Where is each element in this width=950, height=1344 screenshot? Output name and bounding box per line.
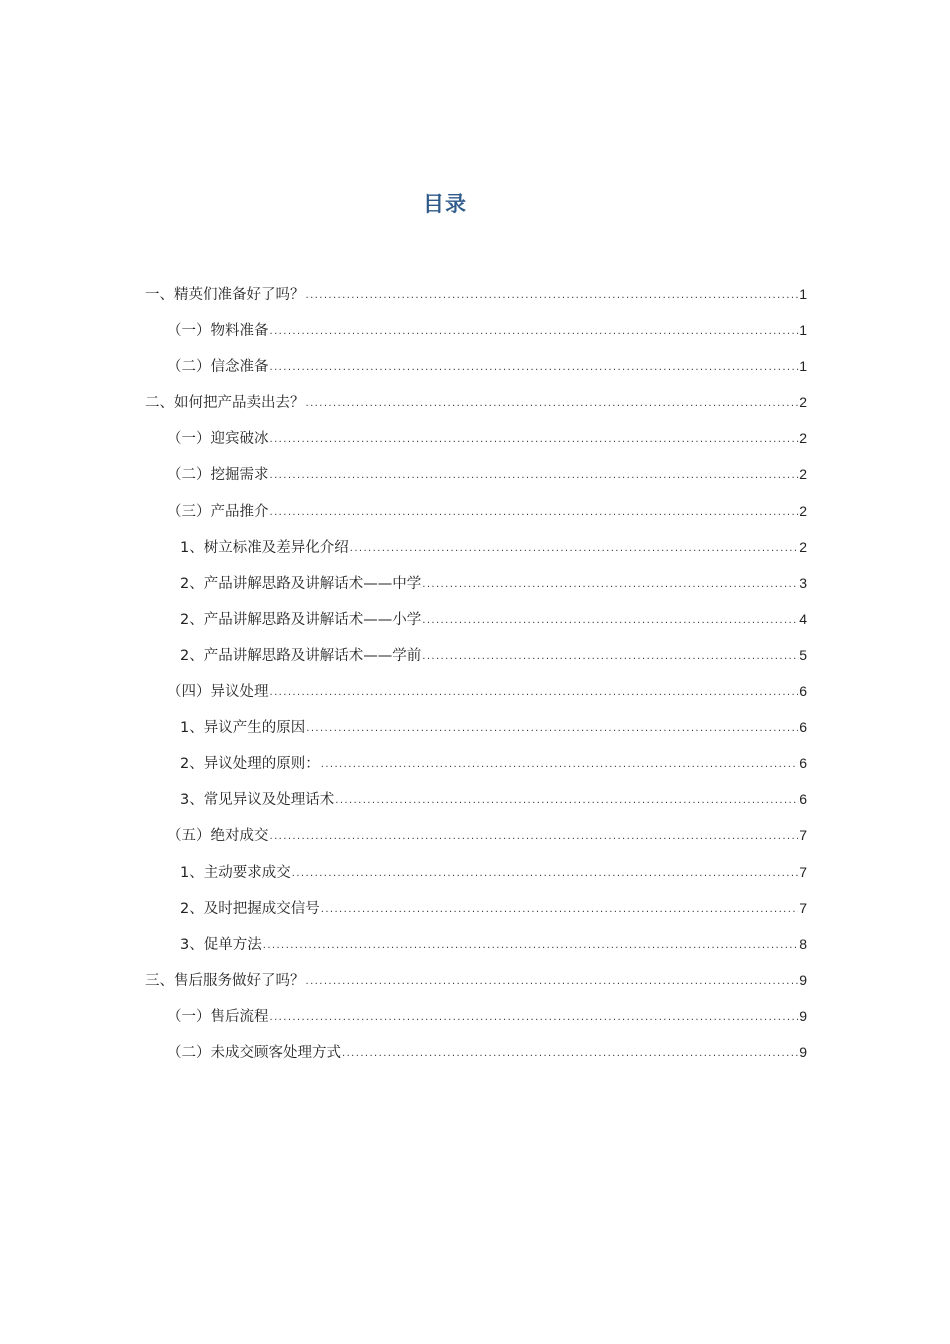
toc-page-number: 6 bbox=[799, 719, 807, 736]
toc-entry[interactable] bbox=[145, 825, 807, 861]
toc-entry[interactable] bbox=[145, 970, 807, 1006]
toc-entry[interactable] bbox=[145, 645, 807, 681]
toc-entry-text: 3、常见异议及处理话术 bbox=[180, 792, 335, 809]
toc-dot-leader bbox=[270, 322, 799, 342]
toc-entry-text: 3、促单方法 bbox=[180, 936, 262, 953]
toc-page-number: 6 bbox=[799, 755, 807, 772]
toc-entry[interactable] bbox=[145, 862, 807, 898]
toc-dot-leader bbox=[270, 1008, 799, 1028]
toc-entry-text: 1、树立标准及差异化介绍 bbox=[180, 539, 349, 556]
toc-entry-text: 2、产品讲解思路及讲解话术——学前 bbox=[180, 647, 422, 664]
toc-page-number: 8 bbox=[799, 935, 807, 952]
toc-entry-text: 三、售后服务做好了吗？ bbox=[145, 972, 305, 989]
toc-entry[interactable] bbox=[145, 1042, 807, 1078]
toc-dot-leader bbox=[422, 575, 798, 595]
toc-entry[interactable] bbox=[145, 320, 807, 356]
toc-page-number: 1 bbox=[799, 358, 807, 375]
toc-dot-leader bbox=[263, 936, 798, 956]
toc-entry-text: 1、主动要求成交 bbox=[180, 864, 291, 881]
toc-page-number: 7 bbox=[799, 863, 807, 880]
toc-entry[interactable] bbox=[145, 717, 807, 753]
toc-entry-text: 二、如何把产品卖出去？ bbox=[145, 395, 305, 412]
toc-entry-text: 1、异议产生的原因 bbox=[180, 720, 306, 737]
toc-entry[interactable] bbox=[145, 356, 807, 392]
toc-entry[interactable] bbox=[145, 753, 807, 789]
toc-entry[interactable] bbox=[145, 464, 807, 500]
toc-dot-leader bbox=[270, 466, 799, 486]
toc-dot-leader bbox=[270, 358, 799, 378]
toc-title: 目录 bbox=[423, 192, 467, 216]
toc-dot-leader bbox=[350, 539, 798, 559]
toc-entry-text: （一）迎宾破冰 bbox=[167, 431, 269, 448]
toc-entry-text: （二）信念准备 bbox=[167, 359, 269, 376]
toc-entry-text: （一）物料准备 bbox=[167, 323, 269, 340]
toc-page-number: 4 bbox=[799, 610, 807, 627]
toc-entry[interactable] bbox=[145, 537, 807, 573]
toc-entry-text: 2、产品讲解思路及讲解话术——中学 bbox=[180, 575, 422, 592]
toc-entry-text: （一）售后流程 bbox=[167, 1008, 269, 1025]
toc-entry[interactable] bbox=[145, 609, 807, 645]
toc-page-number: 9 bbox=[799, 971, 807, 988]
toc-page-number: 2 bbox=[799, 430, 807, 447]
toc-dot-leader bbox=[306, 286, 799, 306]
toc-page-number: 7 bbox=[799, 827, 807, 844]
toc-page-number: 2 bbox=[799, 502, 807, 519]
toc-page-number: 3 bbox=[799, 574, 807, 591]
toc-entry[interactable] bbox=[145, 573, 807, 609]
toc-page-number: 1 bbox=[799, 322, 807, 339]
toc-entry[interactable] bbox=[145, 501, 807, 537]
toc-dot-leader bbox=[422, 647, 798, 667]
toc-entry[interactable] bbox=[145, 898, 807, 934]
toc-dot-leader bbox=[321, 900, 798, 920]
toc-entry-text: 2、异议处理的原则： bbox=[180, 756, 320, 773]
toc-entry-text: （四）异议处理 bbox=[167, 684, 269, 701]
toc-page-number: 6 bbox=[799, 683, 807, 700]
toc-entry[interactable] bbox=[145, 789, 807, 825]
toc-entry-text: （二）未成交顾客处理方式 bbox=[167, 1044, 341, 1061]
toc-list bbox=[145, 284, 807, 1078]
toc-entry[interactable] bbox=[145, 284, 807, 320]
toc-dot-leader bbox=[306, 394, 799, 414]
toc-entry-text: 一、精英们准备好了吗？ bbox=[145, 287, 305, 303]
toc-dot-leader bbox=[270, 827, 799, 847]
toc-dot-leader bbox=[270, 503, 799, 523]
toc-entry[interactable] bbox=[145, 428, 807, 464]
toc-dot-leader bbox=[306, 972, 799, 992]
toc-entry-text: （二）挖掘需求 bbox=[167, 467, 269, 484]
toc-dot-leader bbox=[342, 1044, 798, 1064]
toc-dot-leader bbox=[306, 719, 798, 739]
toc-page-number: 1 bbox=[799, 286, 807, 302]
toc-entry[interactable] bbox=[145, 1006, 807, 1042]
toc-page-number: 2 bbox=[799, 538, 807, 555]
toc-page-number: 2 bbox=[799, 466, 807, 483]
toc-entry-text: 2、及时把握成交信号 bbox=[180, 900, 320, 917]
toc-dot-leader bbox=[422, 611, 798, 631]
toc-dot-leader bbox=[335, 791, 798, 811]
toc-entry[interactable] bbox=[145, 681, 807, 717]
toc-entry-text: （五）绝对成交 bbox=[167, 828, 269, 845]
toc-entry[interactable] bbox=[145, 392, 807, 428]
toc-entry-text: 2、产品讲解思路及讲解话术——小学 bbox=[180, 611, 422, 628]
toc-page-number: 2 bbox=[799, 394, 807, 411]
toc-page-number: 9 bbox=[799, 1043, 807, 1060]
toc-dot-leader bbox=[292, 864, 798, 884]
toc-page-number: 5 bbox=[799, 646, 807, 663]
toc-entry[interactable] bbox=[145, 934, 807, 970]
toc-entry-text: （三）产品推介 bbox=[167, 503, 269, 520]
toc-page-number: 6 bbox=[799, 791, 807, 808]
toc-dot-leader bbox=[270, 683, 799, 703]
toc-page-number: 9 bbox=[799, 1007, 807, 1024]
toc-page-number: 7 bbox=[799, 899, 807, 916]
toc-dot-leader bbox=[321, 755, 798, 775]
toc-dot-leader bbox=[270, 430, 799, 450]
